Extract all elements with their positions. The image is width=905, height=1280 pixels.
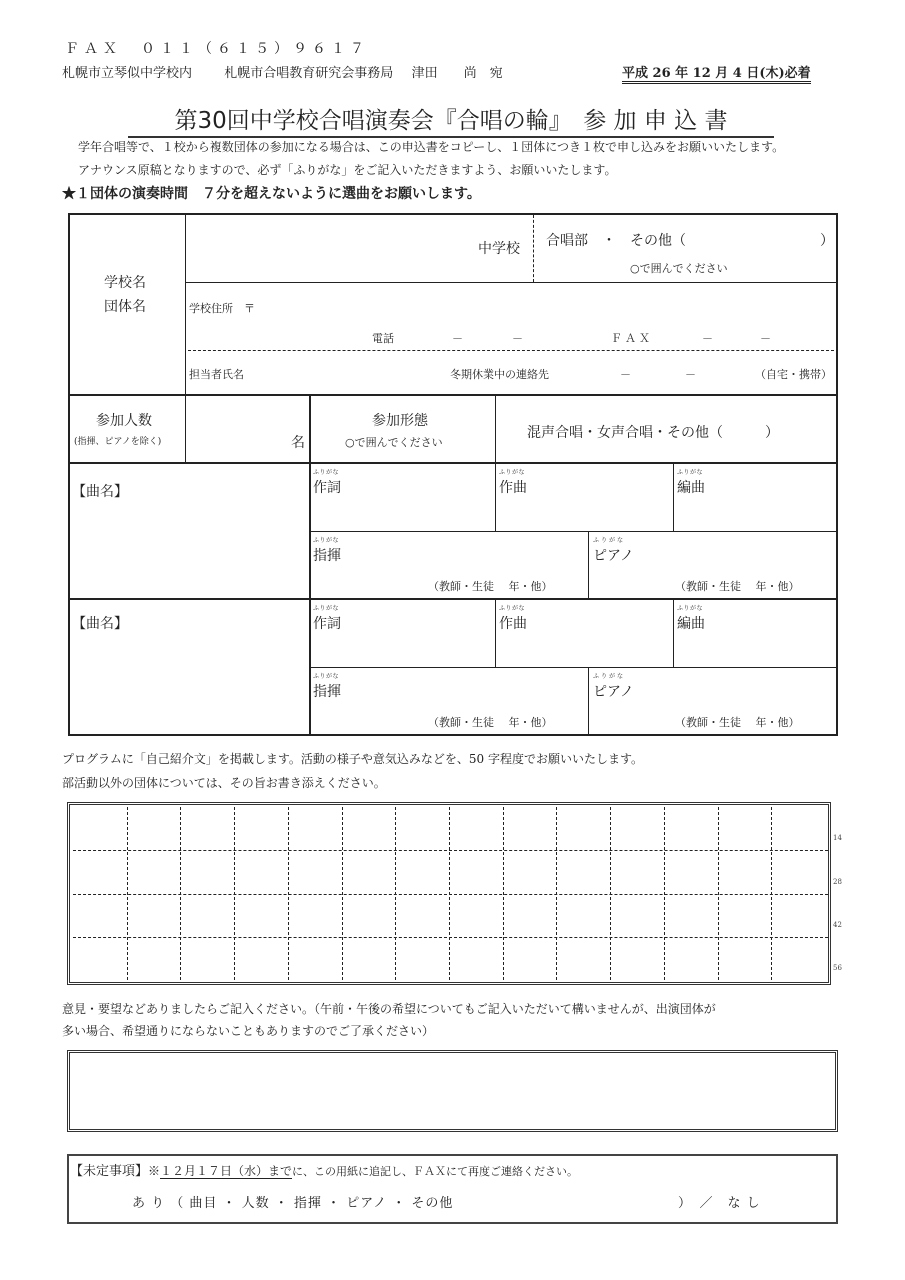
participant-count-unit: 名 [291,435,305,451]
grid-row-line [73,894,828,895]
conductor-role-options[interactable]: （教師・生徒 年・他） [428,716,553,729]
pending-mark: ※ [148,1164,161,1178]
furigana-note: ふりがな [313,537,340,544]
fax-label: ＦＡＸ [611,332,653,345]
contact-person-label: 担当者氏名 [189,368,244,381]
office-name: 札幌市合唱教育研究会事務局 [224,66,394,81]
conductor-label: 指揮 [313,548,341,564]
winter-dash-1: － [620,368,631,381]
arranger-label: 編曲 [677,616,705,632]
divider [495,463,496,531]
lyricist-label: 作詞 [313,480,341,496]
conductor-role-options[interactable]: （教師・生徒 年・他） [428,580,553,593]
participation-form-label: 参加形態 [372,413,428,429]
participant-count-note: (指揮、ピアノを除く) [74,437,162,447]
pending-instruction [70,1160,578,1179]
divider [673,599,674,667]
note-line-2: アナウンス原稿となりますので、必ず「ふりがな」をご記入いただきますよう、お願いいたします。 [78,163,617,177]
fax-dash-2: － [760,332,771,345]
divider [185,213,186,463]
participation-form-options[interactable]: 混声合唱・女声合唱・その他（ ） [527,425,779,441]
school-address: 札幌市立琴似中学校内 [62,66,193,81]
participant-count-input[interactable] [188,398,298,458]
pianist-label: ピアノ [593,548,634,564]
divider [309,667,837,668]
school-name-input[interactable] [188,216,528,280]
divider [309,531,837,532]
time-notice: ★１団体の演奏時間 ７分を超えないように選曲をお願いします。 [62,186,481,202]
table-border-top [68,213,838,215]
table-border-left [68,213,70,736]
furigana-note: ふりがな [677,605,704,612]
participant-count-label: 参加人数 [96,413,152,429]
divider [68,394,838,396]
pending-none-option[interactable]: ） ／ な し [678,1196,761,1211]
phone-dash-2: － [512,332,523,345]
song-title-label: 【曲名】 [72,484,128,500]
grid-row-count: 28 [833,877,842,886]
note-line-1: 学年合唱等で、１校から複数団体の参加になる場合は、この申込書をコピーし、１団体につき１枚で申し込みをお願いいたします。 [78,140,785,154]
school-name-label: 学校名 [104,275,146,291]
page-title: 第30回中学校合唱演奏会『合唱の輪』 参 加 申 込 書 [128,102,774,138]
divider [185,282,837,283]
grid-row-line [73,937,828,938]
furigana-note: ふりがな [593,537,626,544]
composer-label: 作曲 [499,480,527,496]
winter-dash-2: － [685,368,696,381]
composer-label: 作曲 [499,616,527,632]
phone-label: 電話 [372,332,394,345]
grid-row-line [73,850,828,851]
furigana-note: ふりがな [313,469,340,476]
conductor-label: 指揮 [313,684,341,700]
opinion-instruction-2: 多い場合、希望通りにならないこともありますのでご了承ください） [62,1024,435,1038]
school-suffix: 中学校 [478,241,520,257]
pianist-role-options[interactable]: （教師・生徒 年・他） [675,580,800,593]
recipient: 津田 尚 宛 [411,66,503,81]
opinion-textarea[interactable] [67,1050,838,1132]
intro-instruction-2: 部活動以外の団体については、その旨お書き添えください。 [62,776,386,790]
pianist-role-options[interactable]: （教師・生徒 年・他） [675,716,800,729]
participation-form-hint: ○で囲んでください [345,436,443,449]
fax-dash-1: － [702,332,713,345]
furigana-note: ふりがな [313,673,340,680]
divider [588,531,589,599]
club-close-paren: ） [820,233,834,249]
furigana-note: ふりがな [499,605,526,612]
grid-row-count: 14 [833,834,842,843]
pianist-label: ピアノ [593,684,634,700]
deadline: 平成 26 年 12 月 4 日(木)必着 [622,62,811,84]
song-title-label: 【曲名】 [72,616,128,632]
divider [68,462,838,464]
divider [495,395,496,463]
opinion-instruction-1: 意見・要望などありましたらご記入ください。（午前・午後の希望についてもご記入いただいて構いませんが、出演団体が [62,1002,716,1016]
phone-dash-1: － [452,332,463,345]
winter-contact-label: 冬期休業中の連絡先 [450,368,549,381]
divider [495,599,496,667]
school-address-label: 学校住所 〒 [189,302,255,315]
lyricist-label: 作詞 [313,616,341,632]
group-name-label: 団体名 [104,299,146,315]
header-address-line [62,62,503,81]
divider [673,463,674,531]
grid-row-count: 56 [833,964,842,972]
arranger-label: 編曲 [677,480,705,496]
intro-instruction-1: プログラムに「自己紹介文」を掲載します。活動の様子や意気込みなどを、50 字程度でお願いいたします。 [62,752,644,766]
grid-row-count: 42 [833,920,842,929]
table-border-bottom [68,734,838,736]
furigana-note: ふりがな [593,673,626,680]
pending-options[interactable]: あ り （ 曲目 ・ 人数 ・ 指揮 ・ ピアノ ・ その他 [132,1196,454,1211]
furigana-note: ふりがな [677,469,704,476]
furigana-note: ふりがな [499,469,526,476]
intro-text-grid[interactable] [67,802,831,985]
pending-date: １２月１７日（水）まで [160,1164,293,1178]
divider [68,598,838,600]
pending-label: 【未定事項】 [70,1164,149,1179]
pending-text: に、この用紙に追記し、ＦＡＸにて再度ご連絡ください。 [292,1165,579,1178]
table-border-right [836,213,838,736]
furigana-note: ふりがな [313,605,340,612]
divider [188,350,834,351]
fax-number: ＦＡＸ ０１１（６１５）９６１７ [65,41,369,57]
home-mobile-options[interactable]: （自宅・携帯） [755,368,832,381]
circle-hint: ○で囲んでください [630,262,728,275]
divider [533,215,534,282]
club-type-options[interactable]: 合唱部 ・ その他（ [546,233,686,249]
divider [309,395,311,735]
divider [588,667,589,735]
